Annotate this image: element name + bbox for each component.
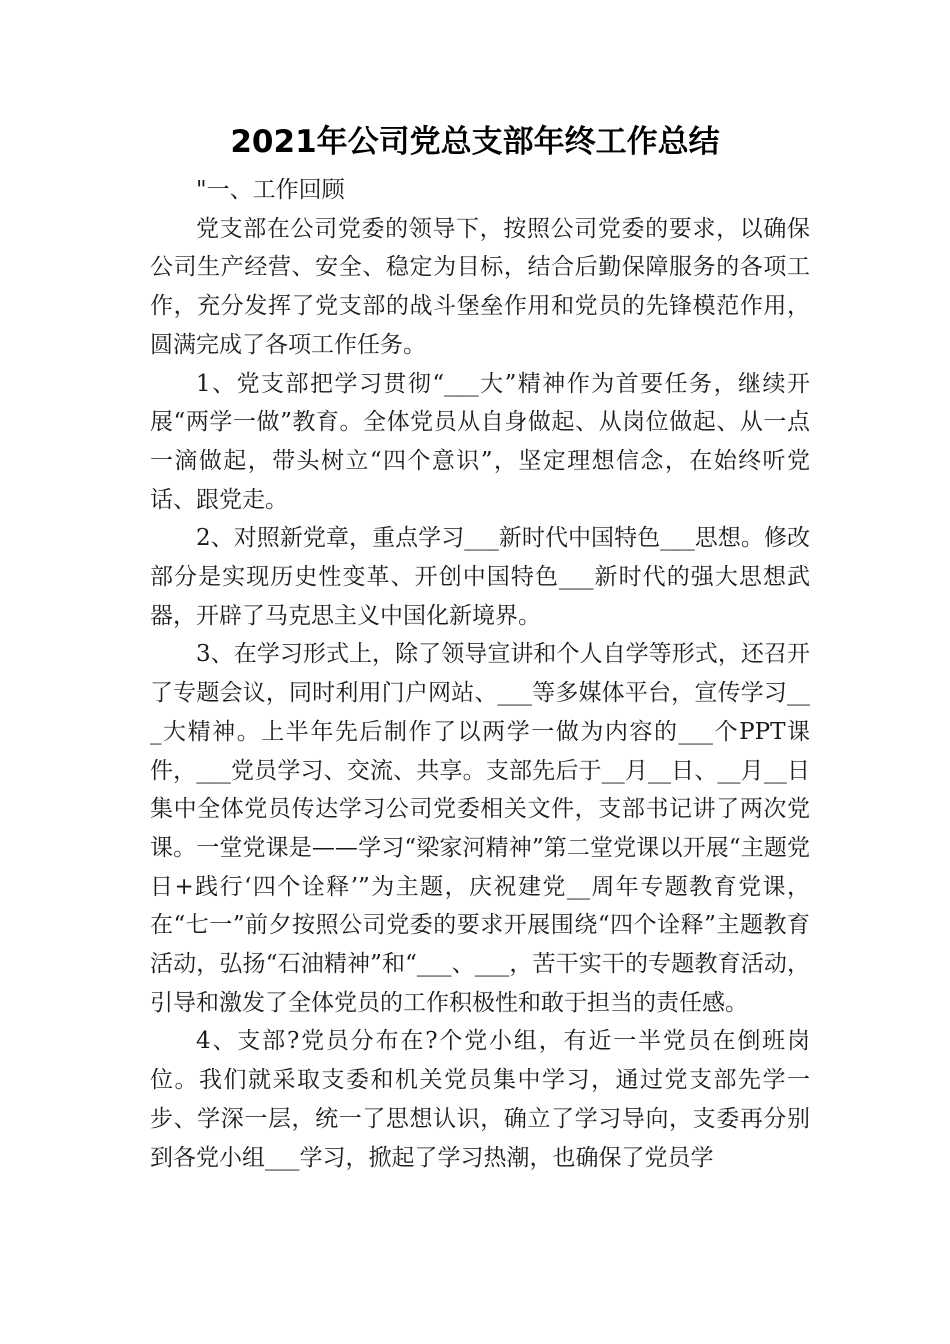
paragraph-item-4: 4、支部?党员分布在?个党小组，有近一半党员在倒班岗位。我们就采取支委和机关党员集中学习，通过党支部先学一步、学深一层，统一了思想认识，确立了学习导向，支委再分别到各党小组___学习，掀起了学习热潮，也确保了党员学 <box>150 1028 810 1171</box>
document-body <box>150 171 810 1177</box>
paragraph-item-2: 2、对照新党章，重点学习___新时代中国特色___思想。修改部分是实现历史性变革、开创中国特色___新时代的强大思想武器，开辟了马克思主义中国化新境界。 <box>150 525 810 629</box>
document-title: 2021年公司党总支部年终工作总结 <box>230 124 720 160</box>
paragraph-item-3: 3、在学习形式上，除了领导宣讲和个人自学等形式，还召开了专题会议，同时利用门户网站、___等多媒体平台，宣传学习___大精神。上半年先后制作了以两学一做为内容的___个PPT课件，___党员学习、交流、共享。支部先后于__月__日、__月__日集中全体党员传达学习公司党委相关文件，支部书记讲了两次党课。一堂党课是——学习“梁家河精神”第二堂党课以开展“主题党日+践行‘四个诠释’”为主题，庆祝建党__周年专题教育党课，在“七一”前夕按照公司党委的要求开展围绕“四个诠释”主题教育活动，弘扬“石油精神”和“___、___，苦干实干的专题教育活动，引导和激发了全体党员的工作积极性和敢于担当的责任感。 <box>150 641 810 1016</box>
paragraph-item-1: 1、党支部把学习贯彻“___大”精神作为首要任务，继续开展“两学一做”教育。全体党员从自身做起、从岗位做起、从一点一滴做起，带头树立“四个意识”，坚定理想信念，在始终听党话、跟党走。 <box>150 370 810 513</box>
paragraph-intro: 党支部在公司党委的领导下，按照公司党委的要求，以确保公司生产经营、安全、稳定为目标，结合后勤保障服务的各项工作，充分发挥了党支部的战斗堡垒作用和党员的先锋模范作用，圆满完成了各项工作任务。 <box>150 215 810 358</box>
section-heading-work-review: "一、工作回顾 <box>196 177 345 203</box>
